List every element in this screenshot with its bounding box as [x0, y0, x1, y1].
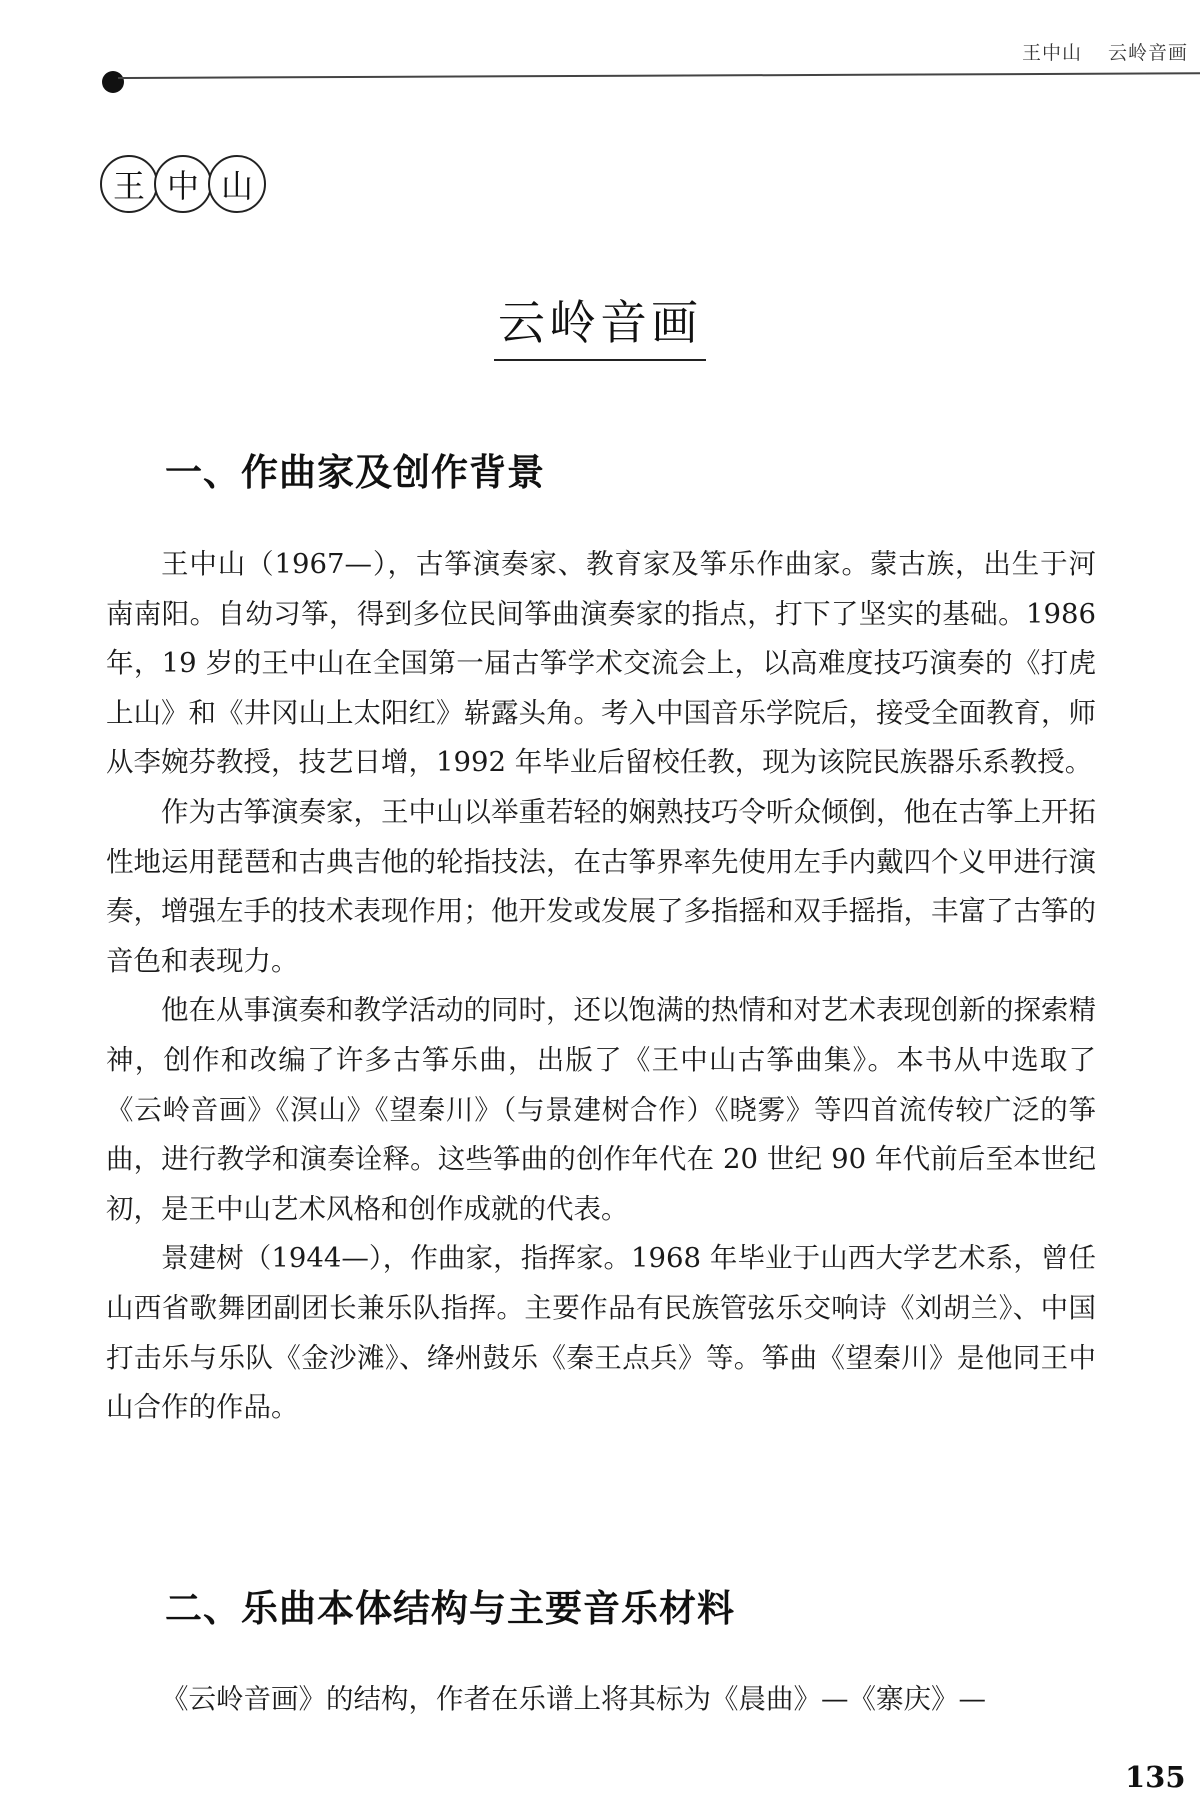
running-header-author: 王中山	[1021, 42, 1082, 64]
paragraph: 作为古筝演奏家，王中山以举重若轻的娴熟技巧令听众倾倒，他在古筝上开拓性地运用琵琶和古典吉他的轮指技法，在古筝界率先使用左手内戴四个义甲进行演奏，增强左手的技术表现作用；他开发或发展了多指摇和双手摇指，丰富了古筝的音色和表现力。	[106, 795, 1096, 977]
page-title-text: 云岭音画	[494, 286, 706, 361]
section1-body	[106, 540, 1096, 1433]
author-name-seal	[100, 155, 262, 213]
seal-char-3: 山	[208, 155, 266, 213]
section-heading-1: 一、作曲家及创作背景	[165, 450, 545, 494]
section-heading-2: 二、乐曲本体结构与主要音乐材料	[165, 1586, 735, 1630]
running-header-title: 云岭音画	[1107, 42, 1188, 64]
paragraph: 景建树（1944—），作曲家，指挥家。1968 年毕业于山西大学艺术系，曾任山西省歌舞团副团长兼乐队指挥。主要作品有民族管弦乐交响诗《刘胡兰》、中国打击乐与乐队《金沙滩》、绛州鼓乐《秦王点兵》等。筝曲《望秦川》是他同王中山合作的作品。	[106, 1242, 1096, 1424]
running-header	[996, 38, 1188, 65]
header-bullet-dot	[102, 71, 124, 93]
seal-char-2: 中	[154, 155, 212, 213]
paragraph: 《云岭音画》的结构，作者在乐谱上将其标为《晨曲》—《寨庆》—	[161, 1683, 986, 1715]
paragraph: 他在从事演奏和教学活动的同时，还以饱满的热情和对艺术表现创新的探索精神，创作和改编了许多古筝乐曲，出版了《王中山古筝曲集》。本书从中选取了《云岭音画》《溟山》《望秦川》（与景建树合作）《晓雾》等四首流传较广泛的筝曲，进行教学和演奏诠释。这些筝曲的创作年代在 20 世纪 90 年代前后至本世纪初，是王中山艺术风格和创作成就的代表。	[106, 994, 1096, 1225]
section2-body	[106, 1675, 1096, 1725]
page-title	[0, 286, 1200, 361]
seal-char-1: 王	[100, 155, 158, 213]
page-number: 135	[1125, 1760, 1186, 1794]
header-rule-line	[118, 72, 1200, 79]
paragraph: 王中山（1967—），古筝演奏家、教育家及筝乐作曲家。蒙古族，出生于河南南阳。自幼习筝，得到多位民间筝曲演奏家的指点，打下了坚实的基础。1986 年，19 岁的王中山在全国第一届古筝学术交流会上，以高难度技巧演奏的《打虎上山》和《井冈山上太阳红》崭露头角。考入中国音乐学院后，接受全面教育，师从李婉芬教授，技艺日增，1992 年毕业后留校任教，现为该院民族器乐系教授。	[106, 548, 1096, 779]
